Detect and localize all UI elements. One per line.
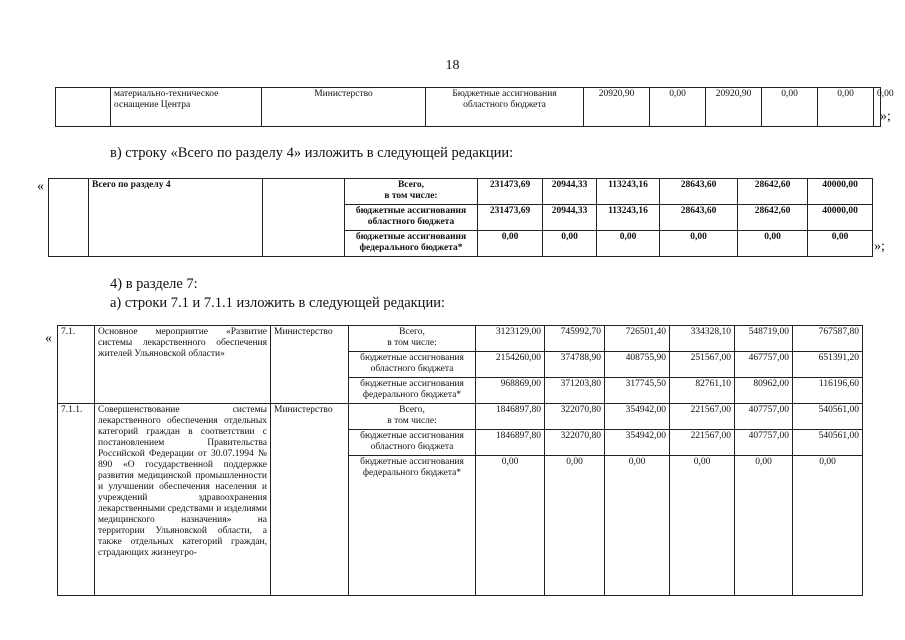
value-cell: 767587,80 [793,326,863,352]
value-cell: 0,00 [670,456,735,596]
opening-quote: « [45,331,52,346]
value-cell: 28642,60 [738,179,808,205]
row-label: бюджетные ассигнования [355,206,467,216]
value-cell: 231473,69 [478,205,543,231]
value-cell: 407757,00 [735,404,793,430]
value-cell: 540561,00 [793,404,863,430]
value-cell: 1846897,80 [476,430,545,456]
row-label-sub: областного бюджета [370,442,454,452]
row-label: бюджетные ассигнования [360,431,464,441]
closing-quote: »; [874,239,885,254]
value-cell: 0,00 [650,88,706,127]
value-cell: 20920,90 [706,88,762,127]
opening-quote: « [37,179,44,194]
row-number: 7.1. [58,326,95,404]
instruction-4: 4) в разделе 7: [110,276,198,292]
table-1-continuation [55,87,894,127]
value-cell: 0,00 [545,456,605,596]
value-cell: 0,00 [476,456,545,596]
row-label-sub: федерального бюджета* [359,243,463,253]
value-cell: 80962,00 [735,378,793,404]
row-label-sub: областного бюджета [367,217,455,227]
executor: Министерство [271,404,349,596]
value-cell: 231473,69 [478,179,543,205]
value-cell: 0,00 [808,231,873,257]
value-cell: 20920,90 [584,88,650,127]
activity-name: Совершенствование системы лекарственного обеспечения отдельных категорий граждан в соответствии с постановлением Правительства Российской Федерации от 30.07.1994 № 890 «О государственной поддержке развития медицинской промышленности и улучшении обеспечения населения и учреждений здравоохранения лекарственными средствами и изделиями медицинского назначения» на территории Ульяновской области, а также отдельных категорий граждан, страдающих жизнеугро- [95,404,271,596]
value-cell: 0,00 [660,231,738,257]
funding-source: Бюджетные ассигнования областного бюджета [426,88,584,127]
value-cell: 968869,00 [476,378,545,404]
value-cell: 371203,80 [545,378,605,404]
value-cell: 322070,80 [545,430,605,456]
value-cell: 1846897,80 [476,404,545,430]
activity-name: материально-техническое оснащение Центра [111,88,262,127]
value-cell: 2154260,00 [476,352,545,378]
value-cell: 540561,00 [793,430,863,456]
row-label: бюджетные ассигнования [360,457,464,467]
value-cell: 374788,90 [545,352,605,378]
value-cell: 726501,40 [605,326,670,352]
activity-name: Основное мероприятие «Развитие системы лекарственного обеспечения жителей Ульяновской области» [95,326,271,404]
value-cell: 0,00 [738,231,808,257]
value-cell: 322070,80 [545,404,605,430]
value-cell: 548719,00 [735,326,793,352]
value-cell: 651391,20 [793,352,863,378]
row-label: бюджетные ассигнования [355,232,467,242]
value-cell: 221567,00 [670,430,735,456]
value-cell: 251567,00 [670,352,735,378]
section-name: Всего по разделу 4 [89,179,263,257]
value-cell: 0,00 [735,456,793,596]
value-cell: 0,00 [818,88,874,127]
value-cell: 40000,00 [808,205,873,231]
value-cell: 20944,33 [543,179,597,205]
value-cell: 221567,00 [670,404,735,430]
executor [263,179,345,257]
value-cell: 113243,16 [597,205,660,231]
row-label-sub: областного бюджета [370,364,454,374]
value-cell: 0,00 [478,231,543,257]
value-cell: 0,00 [793,456,863,596]
executor: Министерство [271,326,349,404]
row-label: бюджетные ассигнования [360,379,464,389]
value-cell: 334328,10 [670,326,735,352]
value-cell: 116196,60 [793,378,863,404]
value-cell: 0,00 [543,231,597,257]
value-cell: 113243,16 [597,179,660,205]
table-row [49,179,873,205]
value-cell: 28642,60 [738,205,808,231]
value-cell: 20944,33 [543,205,597,231]
value-cell: 82761,10 [670,378,735,404]
table-row [56,88,881,127]
closing-quote: »; [880,109,891,124]
instruction-a: а) строки 7.1 и 7.1.1 изложить в следующей редакции: [110,295,445,311]
value-cell: 408755,90 [605,352,670,378]
value-cell: 745992,70 [545,326,605,352]
value-cell: 28643,60 [660,205,738,231]
value-cell: 317745,50 [605,378,670,404]
page-number: 18 [445,58,460,73]
executor: Министерство [262,88,426,127]
table-row [58,404,863,430]
row-label: бюджетные ассигнования [360,353,464,363]
row-label: Всего, [399,405,425,415]
value-cell: 354942,00 [605,404,670,430]
row-label-sub: в том числе: [387,338,437,348]
table-3-section-7 [57,325,863,596]
value-cell: 40000,00 [808,179,873,205]
instruction-v: в) строку «Всего по разделу 4» изложить в следующей редакции: [110,145,514,161]
row-label-sub: федерального бюджета* [362,390,462,400]
row-number: 7.1.1. [58,404,95,596]
row-label-sub: федерального бюджета* [362,468,462,478]
table-2-total-section-4 [48,178,873,257]
value-cell: 0,00 [762,88,818,127]
value-cell: 467757,00 [735,352,793,378]
row-number [56,88,111,127]
value-cell: 354942,00 [605,430,670,456]
row-label-sub: в том числе: [387,416,437,426]
row-label: Всего, [399,327,425,337]
row-number [49,179,89,257]
value-cell: 0,00 [605,456,670,596]
row-label: Всего, [397,180,425,190]
value-cell: 28643,60 [660,179,738,205]
value-cell: 407757,00 [735,430,793,456]
value-cell: 3123129,00 [476,326,545,352]
row-label-sub: в том числе: [384,191,438,201]
value-cell: 0,00 [597,231,660,257]
value-cell: 0,00 [874,88,881,127]
table-row [58,326,863,352]
